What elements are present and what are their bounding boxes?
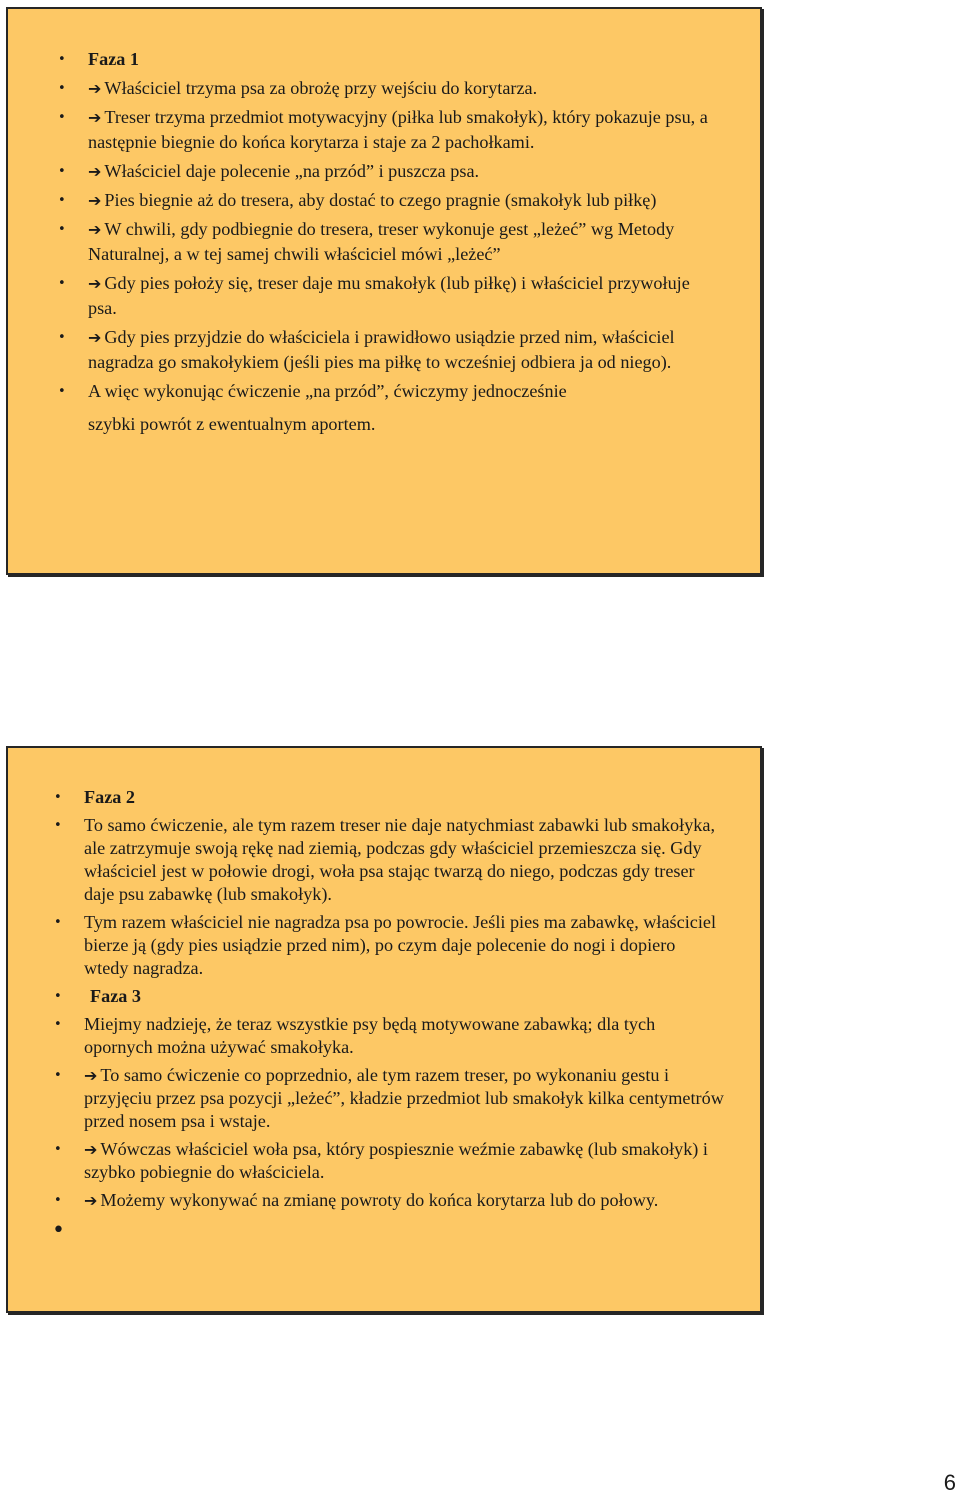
bullet-list: [58, 47, 708, 441]
list-item: [54, 1064, 724, 1133]
item-text: Miejmy nadzieję, że teraz wszystkie psy będą motywowane zabawką; dla tych opornych można używać smakołyka.: [84, 1014, 656, 1057]
list-item: [54, 1138, 724, 1184]
item-text: Właściciel daje polecenie „na przód” i puszcza psa.: [104, 161, 480, 181]
list-item: [58, 188, 708, 213]
right-arrow-icon: ➔: [84, 1140, 98, 1159]
list-item: [58, 325, 708, 375]
item-text: Wówczas właściciel woła psa, który pospiesznie weźmie zabawkę (lub smakołyk) i szybko pobiegnie do właściciela.: [84, 1139, 708, 1182]
right-arrow-icon: ➔: [88, 79, 102, 98]
bullet-list: [54, 786, 724, 1250]
list-item: [58, 217, 708, 267]
list-item: [54, 1189, 724, 1212]
empty-list-item: [54, 1217, 724, 1245]
right-arrow-icon: ➔: [88, 274, 102, 293]
page-number: 6: [943, 1470, 956, 1495]
list-item: [58, 379, 708, 437]
item-text: To samo ćwiczenie, ale tym razem treser nie daje natychmiast zabawki lub smakołyka, ale zatrzymuje swoją rękę nad ziemią, podczas gdy właściciel przemieszcza się. Gdy właściciel jest w połowie drogi, woła psa stając twarzą do niego, podczas gdy treser daje psu zabawkę (lub smakołyk).: [84, 815, 716, 904]
list-item: [54, 814, 724, 906]
slide-phase-2-3: [6, 746, 762, 1313]
item-text: Pies biegnie aż do tresera, aby dostać to czego pragnie (smakołyk lub piłkę): [104, 190, 657, 210]
heading-faza-2: Faza 2: [84, 787, 136, 807]
item-text: Gdy pies przyjdzie do właściciela i prawidłowo usiądzie przed nim, właściciel nagradza go smakołykiem (jeśli pies ma piłkę to wcześniej odbiera ja od niego).: [88, 327, 675, 372]
right-arrow-icon: ➔: [88, 162, 102, 181]
right-arrow-icon: ➔: [84, 1066, 98, 1085]
list-item: [58, 47, 708, 72]
right-arrow-icon: ➔: [88, 191, 102, 210]
list-item: [58, 76, 708, 101]
item-text: szybki powrót z ewentualnym aportem.: [88, 414, 376, 434]
item-text: Możemy wykonywać na zmianę powroty do końca korytarza lub do połowy.: [100, 1190, 659, 1210]
heading-faza-1: Faza 1: [88, 49, 140, 69]
item-text: To samo ćwiczenie co poprzednio, ale tym razem treser, po wykonaniu gestu i przyjęciu przez psa pozycji „leżeć”, kładzie przedmiot lub smakołyk kilka centymetrów przed nosem psa i wstaje.: [84, 1065, 724, 1131]
list-item: [58, 271, 708, 321]
list-item: [54, 786, 724, 809]
item-text: Gdy pies położy się, treser daje mu smakołyk (lub piłkę) i właściciel przywołuje psa.: [88, 273, 690, 318]
slide-phase-1: [6, 7, 762, 575]
item-text: Właściciel trzyma psa za obrożę przy wejściu do korytarza.: [104, 78, 538, 98]
item-text: A więc wykonując ćwiczenie „na przód”, ćwiczymy jednocześnie: [88, 381, 567, 401]
list-item: [54, 911, 724, 980]
right-arrow-icon: ➔: [88, 108, 102, 127]
item-text: Tym razem właściciel nie nagradza psa po powrocie. Jeśli pies ma zabawkę, właściciel bierze ją (gdy pies usiądzie przed nim), po czym daje polecenie do nogi i dopiero wtedy nagradza.: [84, 912, 716, 978]
list-item: [58, 105, 708, 155]
list-item: [54, 1013, 724, 1059]
right-arrow-icon: ➔: [84, 1191, 98, 1210]
right-arrow-icon: ➔: [88, 328, 102, 347]
list-item: [58, 159, 708, 184]
right-arrow-icon: ➔: [88, 220, 102, 239]
item-text: W chwili, gdy podbiegnie do tresera, treser wykonuje gest „leżeć” wg Metody Naturalnej, a w tej samej chwili właściciel mówi „leżeć”: [88, 219, 675, 264]
heading-faza-3: Faza 3: [90, 986, 142, 1006]
list-item: [54, 985, 724, 1008]
item-text: Treser trzyma przedmiot motywacyjny (piłka lub smakołyk), który pokazuje psu, a następnie biegnie do końca korytarza i staje za 2 pachołkami.: [88, 107, 708, 152]
